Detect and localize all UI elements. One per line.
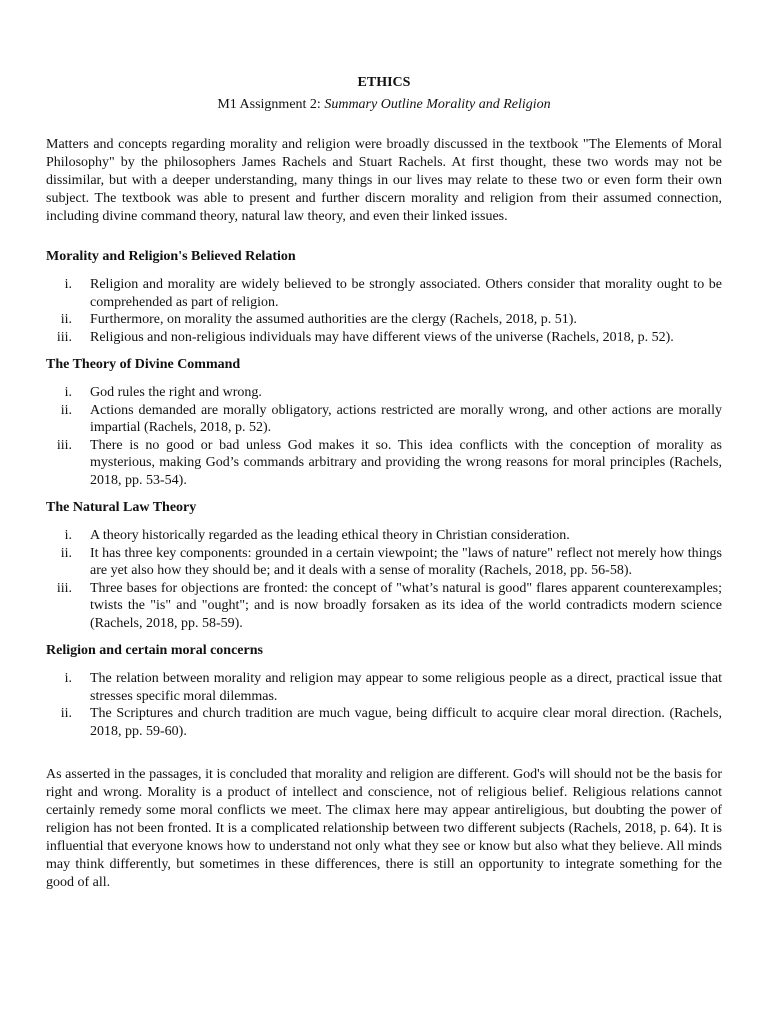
list-item [46,527,722,545]
subtitle-prefix: M1 Assignment 2: [217,97,325,112]
item-number: i. [64,528,72,543]
list-item [46,705,722,740]
section-list [46,527,722,632]
section-heading: The Theory of Divine Command [46,357,241,372]
item-text: Actions demanded are morally obligatory, actions restricted are morally wrong, and other actions are morally impartial (Rachels, 2018, p. 52). [90,402,722,435]
section-heading: Religion and certain moral concerns [46,643,263,658]
item-text: Furthermore, on morality the assumed authorities are the clergy (Rachels, 2018, p. 51). [90,312,577,327]
item-number: i. [64,385,72,400]
conclusion-paragraph: As asserted in the passages, it is concluded that morality and religion are different. God's will should not be the basis for right and wrong. Morality is a product of intellect and conscience, not of religious belief. Religious relations cannot certainly remedy some moral conflicts we meet. The climax here may appear antireligious, but doubting the power of religion has not been fronted. It is a complicated relationship between two different subjects (Rachels, 2018, p. 64). It is influential that everyone knows how to understand not only what they see or know but also what they believe. All minds may think differently, but sometimes in these differences, there is still an opportunity to integrate something for the good of all. [46,767,722,890]
list-item [46,311,722,329]
list-item [46,402,722,437]
item-number: i. [64,671,72,686]
item-number: iii. [56,580,72,596]
intro-paragraph: Matters and concepts regarding morality and religion were broadly discussed in the textbook "The Elements of Moral Philosophy" by the philosophers James Rachels and Stuart Rachels. At first thought, these two words may not be dissimilar, but with a deeper understanding, many things in our lives may relate to these two or even form their own subject. The textbook was able to present and further discern morality and religion from their assumed connection, including divine command theory, natural law theory, and even their linked issues. [46,137,722,224]
item-number: iii. [56,437,72,453]
document-title: ETHICS [357,75,411,90]
list-item [46,545,722,580]
section-heading: The Natural Law Theory [46,500,197,515]
item-text: The Scriptures and church tradition are much vague, being difficult to acquire clear moral direction. (Rachels, 2018, pp. 59-60). [90,706,722,739]
document-subtitle [46,96,722,114]
section-list [46,384,722,489]
subtitle-italic: Summary Outline Morality and Religion [324,97,551,112]
item-text: There is no good or bad unless God makes it so. This idea conflicts with the conception of morality as mysterious, making God’s commands arbitrary and providing the wrong reasons for moral principles (Rachels, 2018, pp. 53-54). [90,437,722,488]
list-item [46,384,722,402]
item-text: Religious and non-religious individuals may have different views of the universe (Rachels, 2018, p. 52). [90,329,674,345]
item-text: A theory historically regarded as the leading ethical theory in Christian consideration. [90,528,570,543]
list-item [46,437,722,490]
item-number: ii. [60,545,72,561]
item-text: It has three key components: grounded in a certain viewpoint; the "laws of nature" reflect not merely how things are yet also how they should be; and it deals with a sense of morality (Rachels, 2018, pp. 56-58). [90,545,722,578]
item-number: ii. [60,706,72,721]
item-text: Religion and morality are widely believed to be strongly associated. Others consider that morality ought to be comprehended as part of religion. [90,277,722,310]
list-item [46,329,722,347]
item-number: ii. [60,402,72,418]
list-item [46,276,722,311]
section-list [46,670,722,740]
item-text: The relation between morality and religion may appear to some religious people as a direct, practical issue that stresses specific moral dilemmas. [90,671,722,704]
item-number: i. [64,277,72,292]
section-list [46,276,722,346]
item-number: iii. [56,329,72,345]
item-number: ii. [60,312,72,327]
item-text: God rules the right and wrong. [90,385,262,400]
item-text: Three bases for objections are fronted: the concept of "what’s natural is good" flares apparent counterexamples; twists the "is" and "ought"; and is now broadly forsaken as its idea of the world contradicts modern science (Rachels, 2018, pp. 58-59). [90,580,722,631]
list-item [46,670,722,705]
list-item [46,580,722,633]
section-heading: Morality and Religion's Believed Relation [46,249,296,264]
